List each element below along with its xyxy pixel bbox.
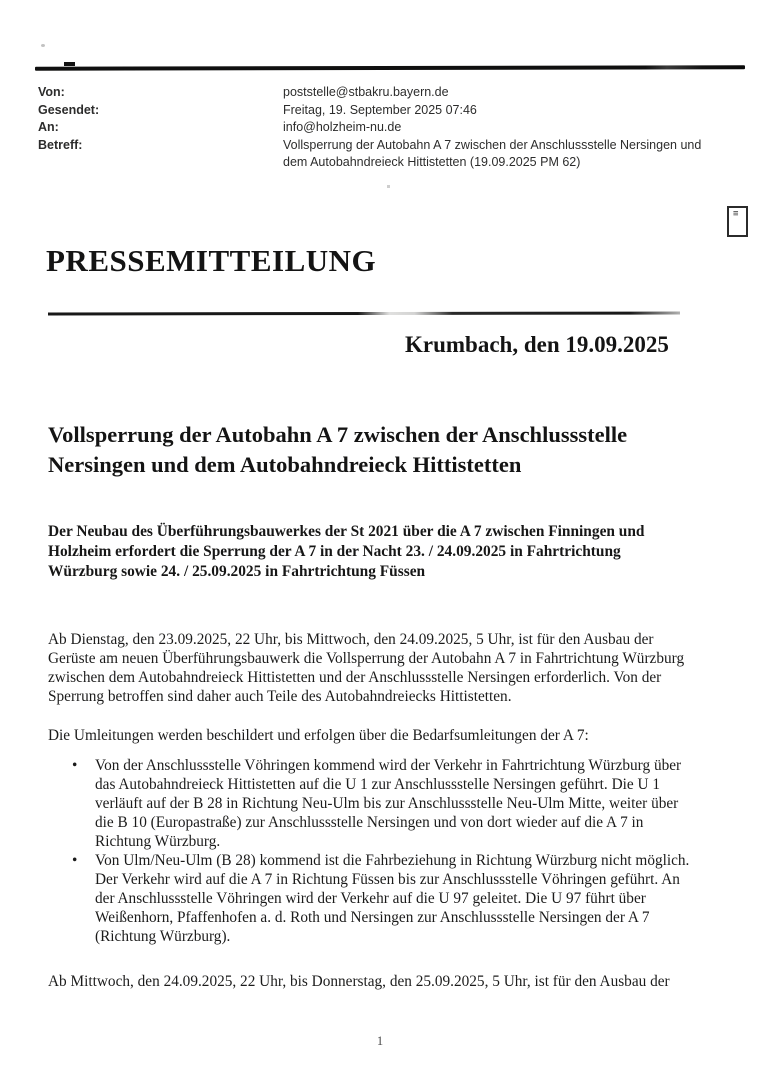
detour-list-item: • Von der Anschlussstelle Vöhringen kommend wird der Verkehr in Fahrtrichtung Würzburg über das Autobahndreieck Hittistetten auf die U 1 zur Anschlussstelle Nersingen geführt. Die U 1 verläuft auf der B 28 in Richtung Neu-Ulm bis zur Anschlussstelle Neu-Ulm Mitte, weiter über die B 10 (Europastraße) zur Anschlussstelle Nersingen und von dort wieder auf die A 7 in Richtung Würzburg.	[48, 756, 693, 851]
scan-top-rule	[35, 65, 745, 70]
article-body	[48, 630, 693, 991]
body-paragraph-2: Die Umleitungen werden beschildert und erfolgen über die Bedarfsumleitungen der A 7:	[48, 727, 589, 744]
email-header-row	[38, 102, 728, 120]
dateline: Krumbach, den 19.09.2025	[405, 332, 669, 357]
email-from-value: poststelle@stbakru.bayern.de	[283, 85, 449, 99]
lead-paragraph: Der Neubau des Überführungsbauwerkes der St 2021 über die A 7 zwischen Finningen und Holzheim erfordert die Sperrung der A 7 in der Nacht 23. / 24.09.2025 in Fahrtrichtung Würzburg sowie 24. / 25.09.2025 in Fahrtrichtung Füssen	[48, 523, 645, 580]
scan-speck	[387, 185, 390, 188]
email-sent-value: Freitag, 19. September 2025 07:46	[283, 102, 477, 117]
embedded-object-icon	[727, 206, 748, 237]
detour-list-item: • Von Ulm/Neu-Ulm (B 28) kommend ist die Fahrbeziehung in Richtung Würzburg nicht möglich. Der Verkehr wird auf die A 7 in Richtung Füssen bis zur Anschlussstelle Vöhringen geführt. An der Anschlussstelle Vöhringen wird der Verkehr auf die U 97 geleitet. Die U 97 führt über Weißenhorn, Pfaffenhofen a. d. Roth und Nersingen zur Anschlussstelle Nersingen der A 7 (Richtung Würzburg).	[48, 851, 693, 946]
email-to-value: info@holzheim-nu.de	[283, 120, 402, 134]
headline: Vollsperrung der Autobahn A 7 zwischen der Anschlussstelle Nersingen und dem Autobahndreieck Hittistetten	[48, 422, 628, 477]
email-header-row	[38, 119, 728, 137]
detour-list	[48, 756, 693, 946]
scan-notch	[64, 62, 75, 66]
email-subject-value: Vollsperrung der Autobahn A 7 zwischen der Anschlussstelle Nersingen und dem Autobahndreieck Hittistetten (19.09.2025 PM 62)	[283, 137, 702, 169]
email-subject-label: Betreff:	[38, 137, 83, 152]
masthead-rule	[48, 312, 680, 316]
body-paragraph-3: Ab Mittwoch, den 24.09.2025, 22 Uhr, bis Donnerstag, den 25.09.2025, 5 Uhr, ist für den Ausbau der	[48, 973, 670, 990]
masthead-title: PRESSEMITTEILUNG	[46, 243, 377, 278]
email-sent-label: Gesendet:	[38, 102, 100, 117]
email-to-label: An:	[38, 120, 59, 134]
scan-speck	[41, 44, 45, 47]
email-header	[38, 84, 728, 172]
body-paragraph-1: Ab Dienstag, den 23.09.2025, 22 Uhr, bis Mittwoch, den 24.09.2025, 5 Uhr, ist für den Ausbau der Gerüste am neuen Überführungsbauwerk die Vollsperrung der Autobahn A 7 in Fahrtrichtung Würzburg zwischen dem Autobahndreieck Hittistetten und der Anschlussstelle Nersingen erforderlich. Von der Sperrung betroffen sind daher auch Teile des Autobahndreiecks Hittistetten.	[48, 631, 685, 705]
email-from-label: Von:	[38, 85, 65, 99]
embedded-object-glyph: ≡	[733, 209, 739, 219]
page-number: 1	[376, 1034, 384, 1048]
email-header-row	[38, 137, 728, 172]
email-header-row	[38, 84, 728, 102]
